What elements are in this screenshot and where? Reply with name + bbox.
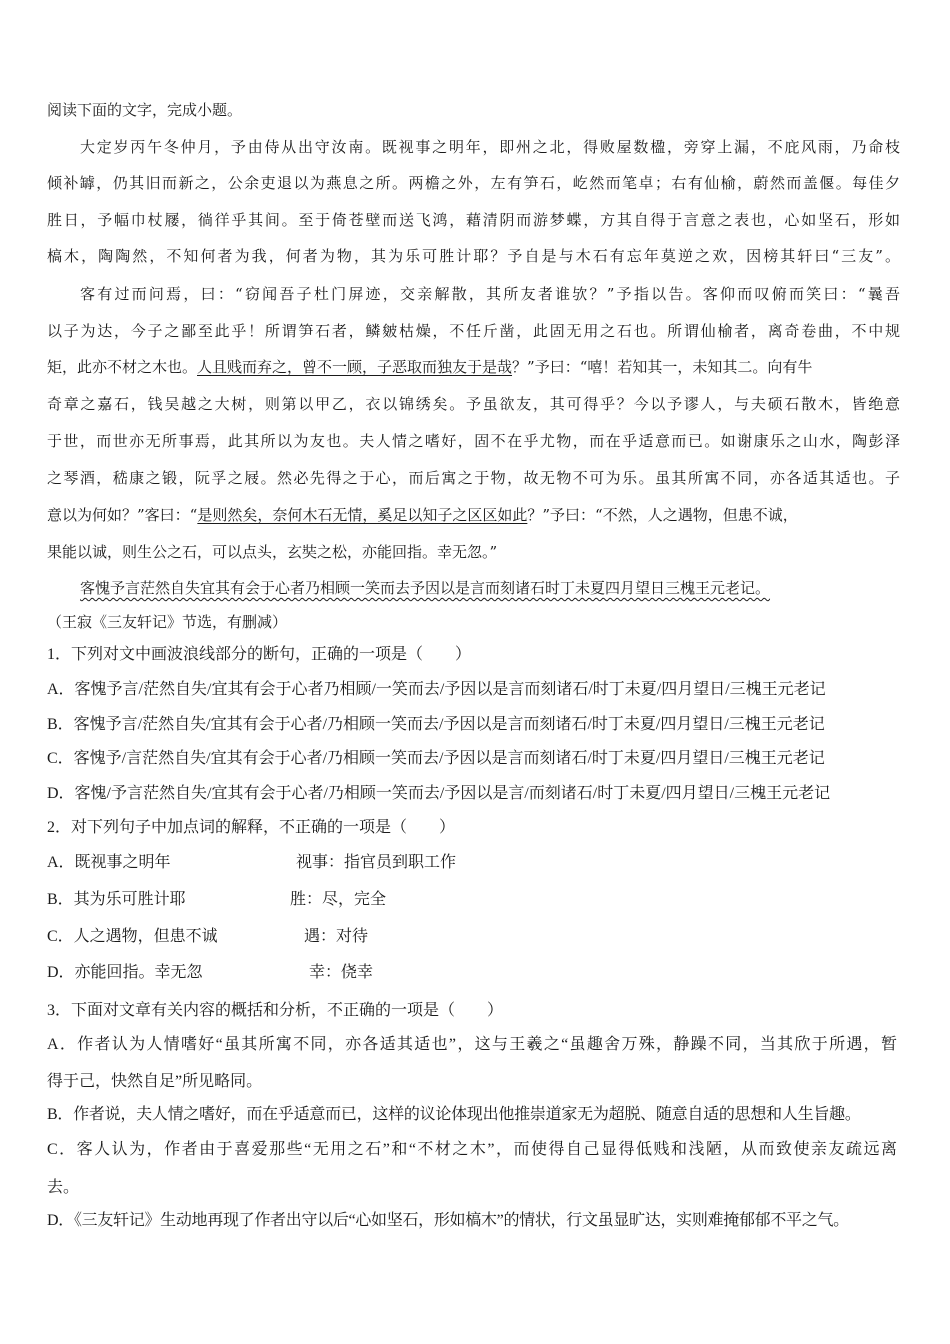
passage-line: 于世，而世亦无所事焉，此其所以为友也。夫人情之嗜好，固不在乎尤物，而在乎适意而已。如谢康乐之山水，陶彭泽 bbox=[47, 432, 900, 450]
option-c-sentence[interactable]: C．人之遇物，但患不诚 bbox=[47, 928, 218, 945]
option-c-continued[interactable]: 去。 bbox=[47, 1179, 80, 1196]
wavy-line-passage bbox=[80, 578, 770, 598]
passage-line: 奇章之嘉石，钱吴越之大树，则第以甲乙，衣以锦绣矣。予虽欲友，其可得乎？今以予谬人，与夫硕石散木，皆绝意 bbox=[47, 395, 900, 413]
passage-line: 客有过而问焉，曰：“窃闻吾子杜门屏迹，交亲解散，其所友者谁欤？”予指以告。客仰而叹俯而笑曰：“曩吾 bbox=[80, 285, 900, 303]
option-c-gloss: 遇：对待 bbox=[304, 928, 369, 945]
question-stem: 3．下面对文章有关内容的概括和分析，不正确的一项是（ ） bbox=[47, 1002, 504, 1019]
instruction: 阅读下面的文字，完成小题。 bbox=[47, 101, 243, 119]
option-d-gloss: 幸：侥幸 bbox=[309, 964, 374, 981]
option-a-sentence[interactable]: A．既视事之明年 bbox=[47, 854, 171, 871]
underlined-sentence: 人且贱而弃之，曾不一顾，子恶取而独友于是哉 bbox=[197, 358, 513, 376]
option-d-sentence[interactable]: D．亦能回指。幸无忽 bbox=[47, 964, 203, 981]
passage-line: 以子为达，今子之鄙至此乎！所谓笋石者，鳞皴枯燥，不任斤凿，此固无用之石也。所谓仙榆者，离奇卷曲，不中规 bbox=[47, 322, 900, 340]
underlined-sentence: 是则然矣，奈何木石无情，奚足以知子之区区如此 bbox=[197, 506, 528, 524]
option-c[interactable]: C．客愧予/言茫然自失/宜其有会于心者/乃相顾一笑而去/予因以是言而刻诸石/时丁未夏/四月望日/三槐王元老记 bbox=[47, 750, 825, 767]
option-c[interactable]: C．客人认为，作者由于喜爱那些“无用之石”和“不材之木”，而使得自己显得低贱和浅陋，从而致使亲友疏远离 bbox=[47, 1141, 897, 1158]
option-a-continued[interactable]: 得于己，快然自足”所见略同。 bbox=[47, 1073, 263, 1090]
question-stem: 1．下列对文中画波浪线部分的断句，正确的一项是（ ） bbox=[47, 646, 472, 663]
option-a[interactable]: A．客愧予言/茫然自失/宜其有会于心者乃相顾/一笑而去/予因以是言而刻诸石/时丁未夏/四月望日/三槐王元老记 bbox=[47, 681, 826, 698]
passage-line-underlined-1 bbox=[47, 357, 900, 377]
passage-line-underlined-2 bbox=[47, 505, 798, 525]
wavy-underlined-text: 客愧予言茫然自失宜其有会于心者乃相顾一笑而去予因以是言而刻诸石时丁未夏四月望日三槐王元老记。 bbox=[80, 579, 771, 597]
option-b-gloss: 胜：尽，完全 bbox=[290, 891, 387, 908]
option-d[interactable]: D．《三友轩记》生动地再现了作者出守以后“心如坚石，形如槁木”的情状，行文虽显旷达，实则难掩郁郁不平之气。 bbox=[47, 1212, 849, 1229]
passage-line-part: ？”予曰：“嘻！若知其一，未知其二。向有牛 bbox=[512, 358, 813, 376]
option-a[interactable]: A．作者认为人情嗜好“虽其所寓不同，亦各适其适也”，这与王羲之“虽趣舍万殊，静躁不同，当其欣于所遇，暂 bbox=[47, 1036, 897, 1053]
option-a-gloss: 视事：指官员到职工作 bbox=[296, 854, 457, 871]
passage-line-part: 矩，此亦不材之木也。 bbox=[47, 358, 198, 376]
option-b-sentence[interactable]: B．其为乐可胜计耶 bbox=[47, 891, 186, 908]
passage-line: 胜日，予幅巾杖屦，徜徉乎其间。至于倚苍壁而送飞鸿，藉清阴而游梦蝶，方其自得于言意之表也，心如坚石，形如 bbox=[47, 211, 900, 229]
passage-line: 大定岁丙午冬仲月，予由侍从出守汝南。既视事之明年，即州之北，得败屋数楹，旁穿上漏，不庇风雨，乃命枝 bbox=[80, 138, 900, 156]
passage-source: （王寂《三友轩记》节选，有删减） bbox=[47, 613, 288, 631]
passage-line: 果能以诚，则生公之石，可以点头，玄奘之松，亦能回指。幸无忽。” bbox=[47, 543, 498, 561]
question-stem: 2．对下列句子中加点词的解释，不正确的一项是（ ） bbox=[47, 819, 456, 836]
passage-line: 之琴酒，嵇康之锻，阮孚之屐。然必先得之于心，而后寓之于物，故无物不可为乐。虽其所寓不同，亦各适其适也。子 bbox=[47, 469, 900, 487]
passage-line-part: ？”予曰：“不然，人之遇物，但患不诚， bbox=[527, 506, 798, 524]
passage-line: 倾补罅，仍其旧而新之，公余吏退以为燕息之所。两檐之外，左有笋石，屹然而笔卓；右有仙榆，蔚然而盖偃。每佳夕 bbox=[47, 174, 900, 192]
option-b[interactable]: B．客愧予言/茫然自失/宜其有会于心者/乃相顾一笑而去/予因以是言而刻诸石/时丁未夏/四月望日/三槐王元老记 bbox=[47, 716, 825, 733]
passage-line-part: 意以为何如？”客曰：“ bbox=[47, 506, 198, 524]
option-b[interactable]: B．作者说，夫人情之嗜好，而在乎适意而已，这样的议论体现出他推崇道家无为超脱、随意自适的思想和人生旨趣。 bbox=[47, 1106, 861, 1123]
option-d[interactable]: D．客愧/予言茫然自失/宜其有会于心者/乃相顾一笑而去/予因以是言/而刻诸石/时丁未夏/四月望日/三槐王元老记 bbox=[47, 785, 831, 802]
passage-line: 槁木，陶陶然，不知何者为我，何者为物，其为乐可胜计耶？予自是与木石有忘年莫逆之欢，因榜其轩曰“三友”。 bbox=[47, 247, 900, 265]
